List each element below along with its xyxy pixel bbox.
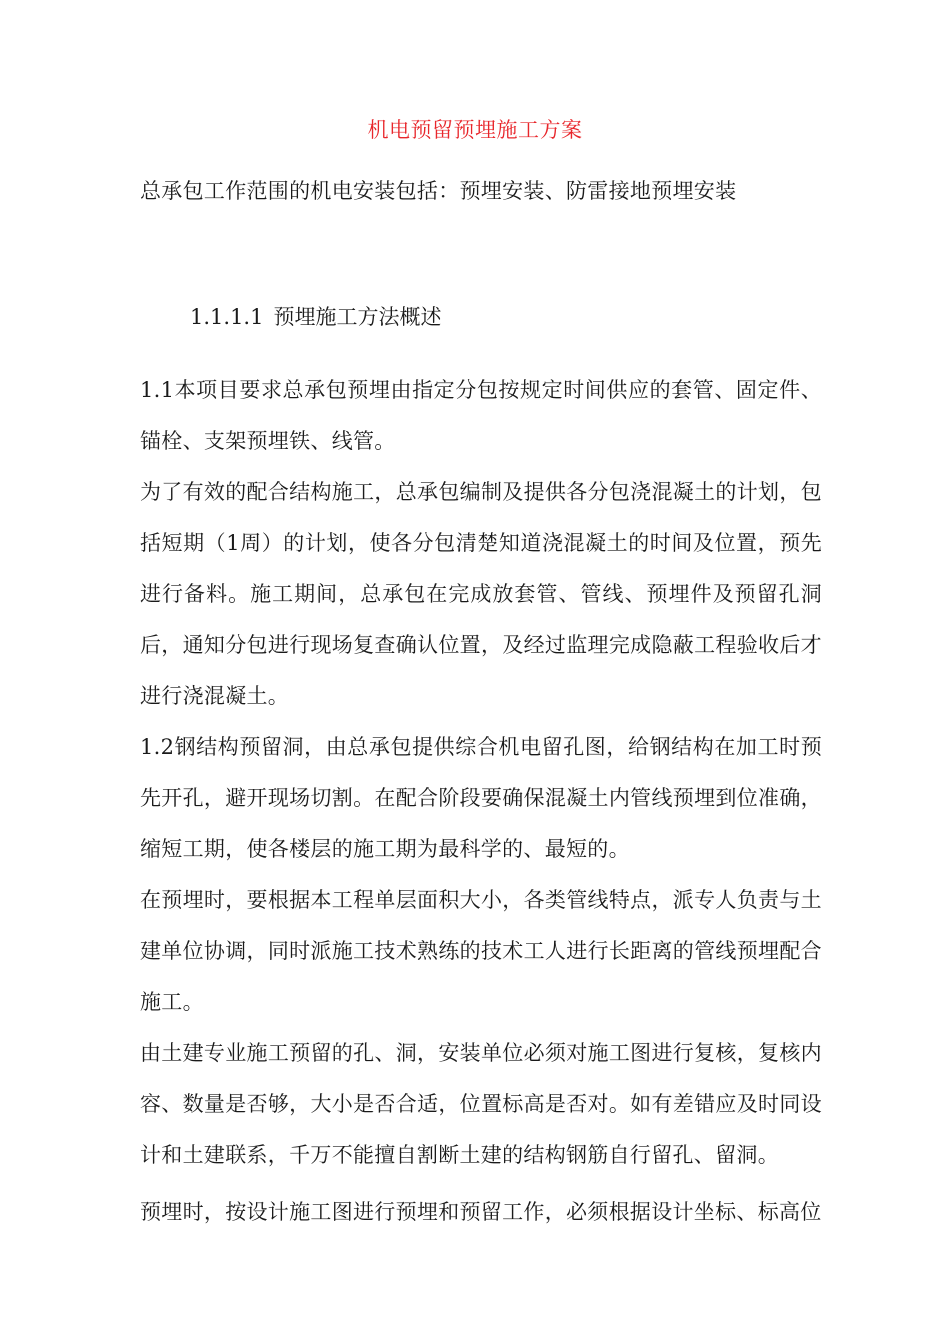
section-title: 预埋施工方法概述 xyxy=(273,305,442,329)
paragraph: 由土建专业施工预留的孔、洞，安装单位必须对施工图进行复核，复核内容、数量是否够，大小是否合适，位置标高是否对。如有差错应及时同设计和土建联系，千万不能擅自割断土建的结构钢筋自行留孔、留洞。 xyxy=(140,1041,822,1167)
section-number: 1.1.1.1 xyxy=(190,305,264,329)
section-heading xyxy=(190,300,441,334)
document-title: 机电预留预埋施工方案 xyxy=(367,118,583,142)
paragraph: 为了有效的配合结构施工，总承包编制及提供各分包浇混凝土的计划，包括短期（1周）的计划，使各分包清楚知道浇混凝土的时间及位置，预先进行备料。施工期间，总承包在完成放套管、管线、预埋件及预留孔洞后，通知分包进行现场复查确认位置，及经过监理完成隐蔽工程验收后才进行浇混凝土。 xyxy=(140,480,822,708)
scope-line: 总承包工作范围的机电安装包括：预埋安装、防雷接地预埋安装 xyxy=(140,179,737,203)
paragraph: 预埋时，按设计施工图进行预埋和预留工作，必须根据设计坐标、标高位 xyxy=(140,1200,822,1224)
paragraph: 1.1本项目要求总承包预埋由指定分包按规定时间供应的套管、固定件、锚栓、支架预埋铁、线管。 xyxy=(140,378,822,453)
document-body xyxy=(140,365,822,1238)
paragraph: 在预埋时，要根据本工程单层面积大小，各类管线特点，派专人负责与土建单位协调，同时派施工技术熟练的技术工人进行长距离的管线预埋配合施工。 xyxy=(140,888,822,1014)
paragraph: 1.2钢结构预留洞，由总承包提供综合机电留孔图，给钢结构在加工时预先开孔，避开现场切割。在配合阶段要确保混凝土内管线预埋到位准确，缩短工期，使各楼层的施工期为最科学的、最短的。 xyxy=(140,735,822,861)
